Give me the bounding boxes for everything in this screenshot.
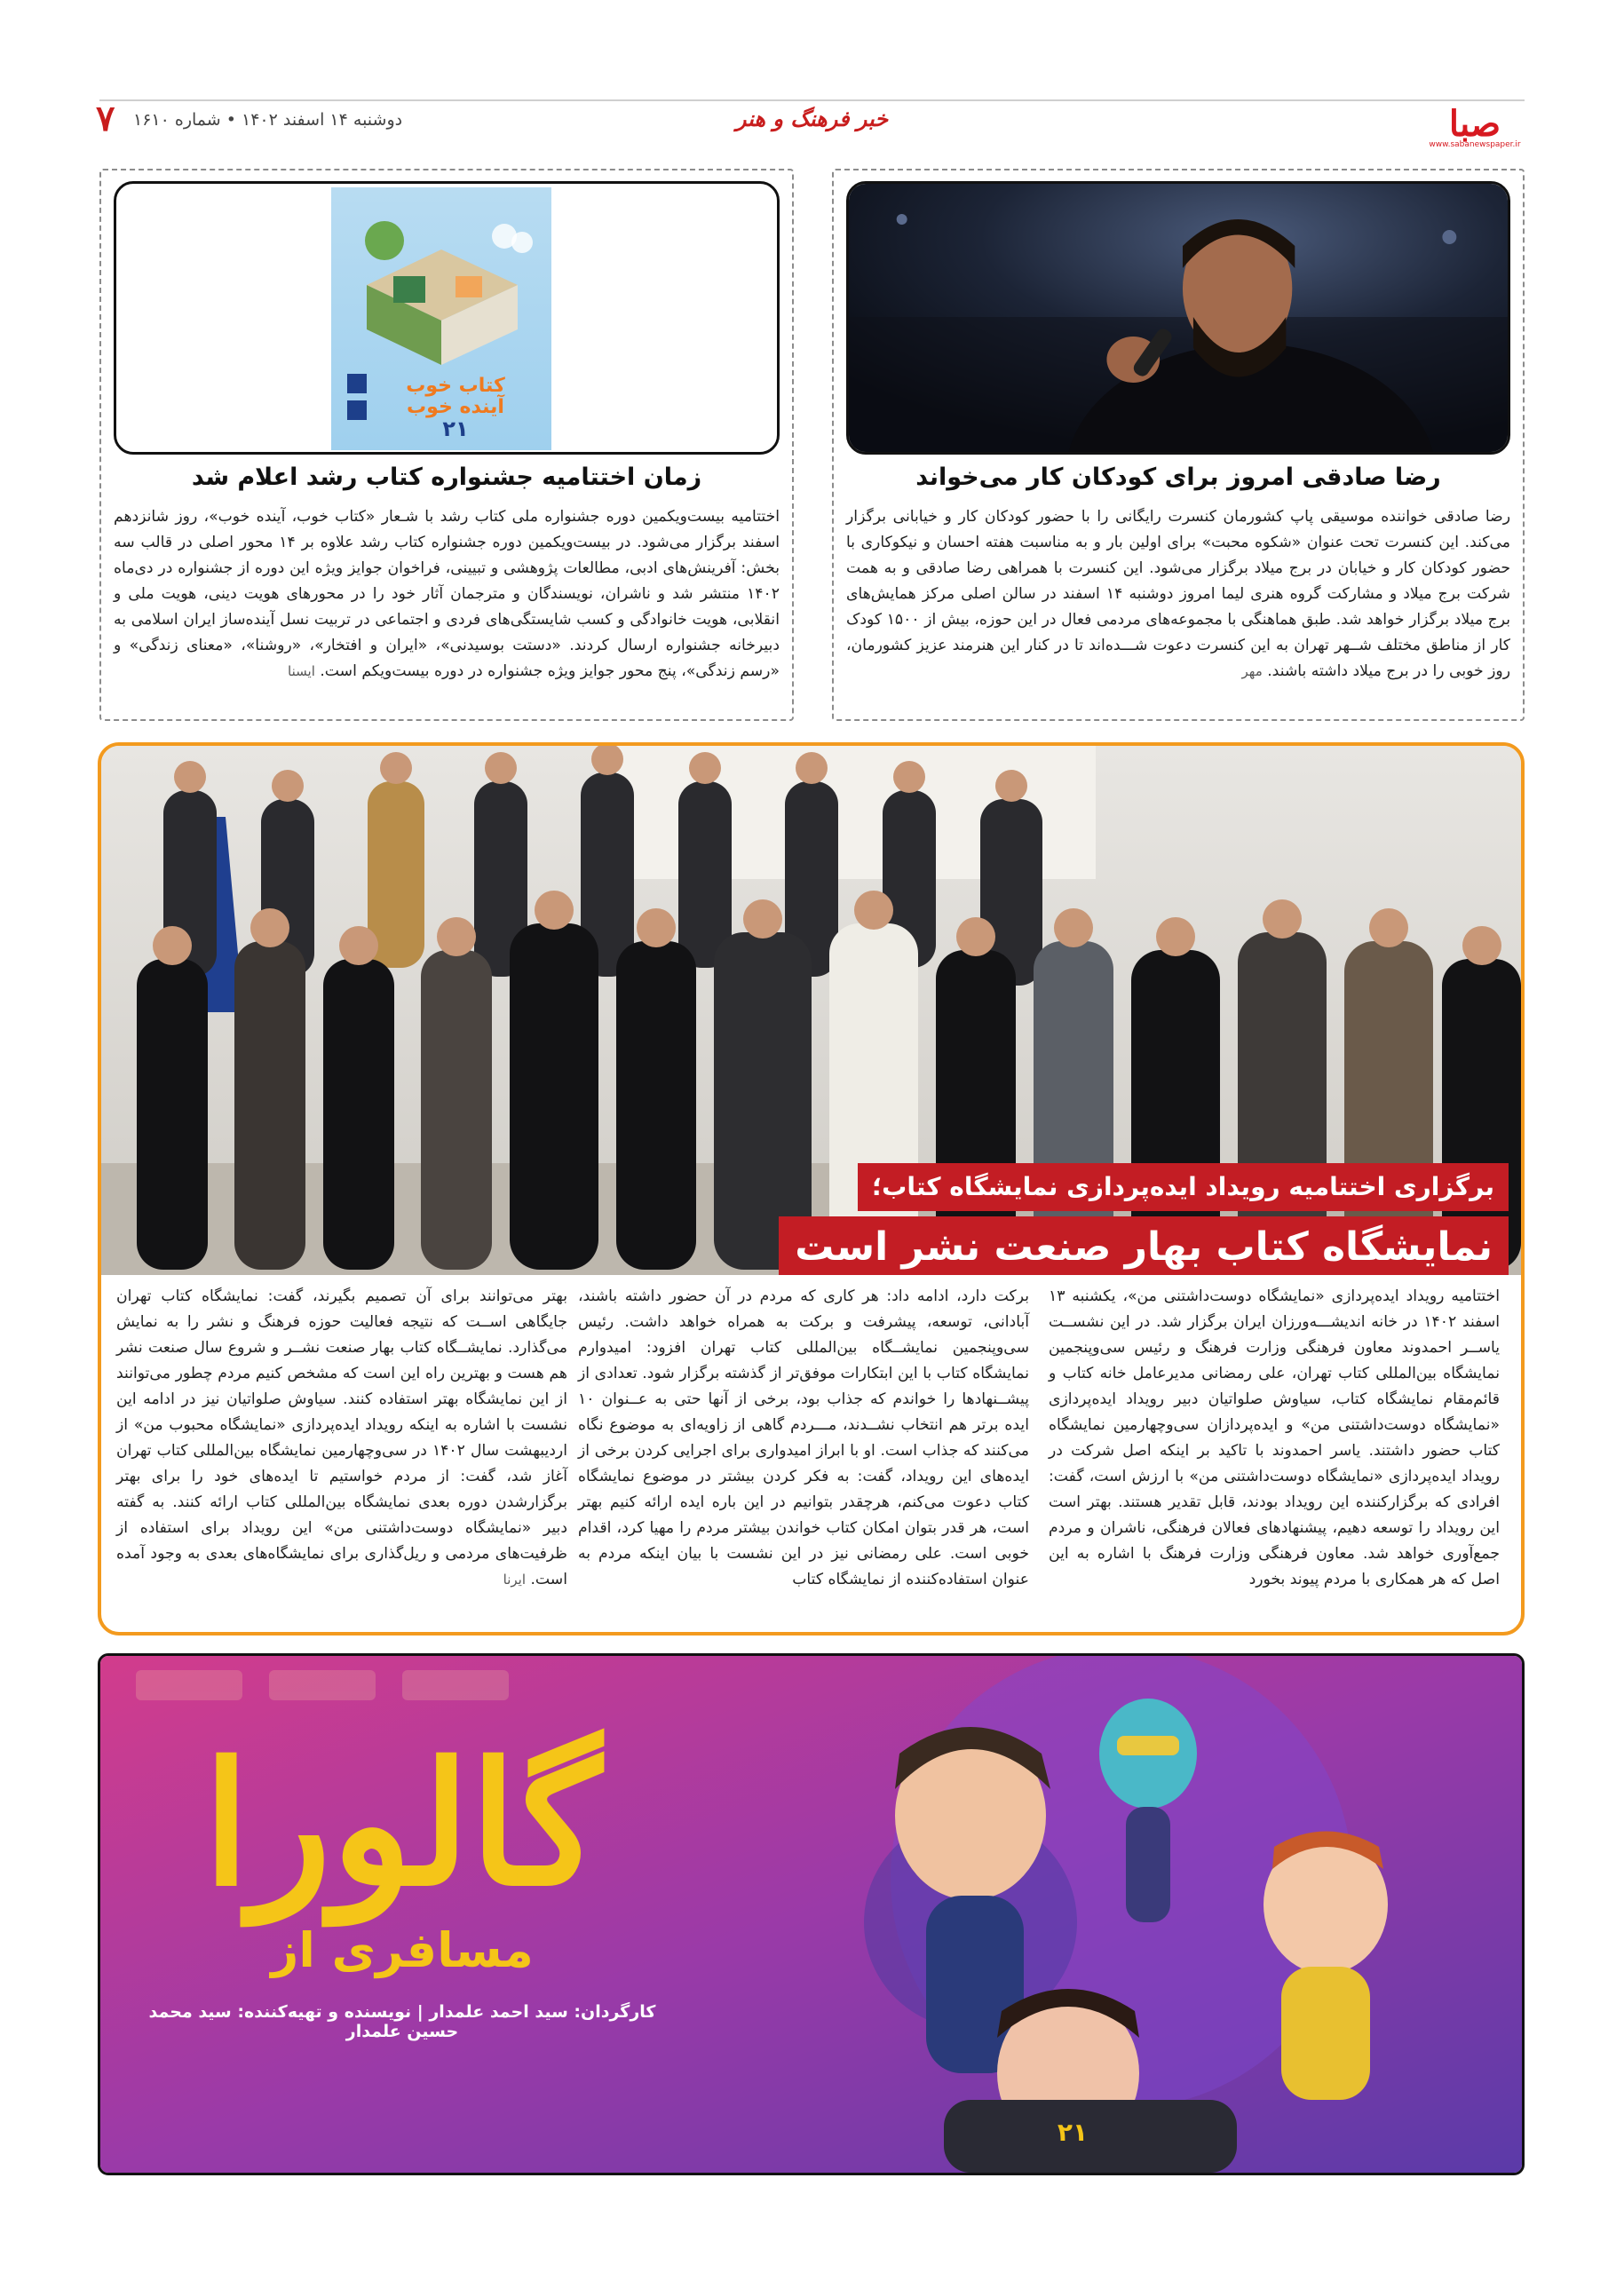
festival-poster-frame — [114, 181, 780, 455]
concert-photo — [846, 181, 1510, 455]
singer-image — [849, 184, 1508, 452]
feature-headline-block — [779, 1163, 1509, 1275]
group-photo — [101, 746, 1521, 1275]
news-agency: ایرنا — [503, 1572, 526, 1588]
bike-number: ۲۱ — [1057, 2118, 1089, 2147]
logo-text: صبا — [1448, 103, 1501, 145]
film-credits: کارگردان: سید احمد علمدار | نویسنده و تهیه‌کننده: سید محمد حسین علمدار — [148, 2002, 656, 2041]
news-agency: مهر — [1241, 663, 1263, 679]
logo-url: www.sabanewspaper.ir — [1429, 140, 1521, 149]
article-text: اختتامیه بیست‌ویکمین دوره جشنواره ملی کتاب رشد با شـعار «کتاب خوب، آینده خوب»، روز شانزدهم اسفند برگزار می‌شود. در بیست‌ویکمین دوره جشنواره کتاب رشد علاوه بر ۱۴ محور اصلی در قالب سه بخش: آفرینش‌های ادبی، مطالعات پژوهشی و تبیینی، فراخوان جوایز ویژه این دوره از جشنواره در دی‌ماه ۱۴۰۲ منتشر شد و ناشران، نویسندگان و مترجمان آثار خود را در محورهای هویت دینی، هویت ملی و انقلابی، هویت خانوادگی و کسب شایستگی‌های فردی و اجتماعی در تربیت نسل آینده‌ساز ایران اسلامی به دبیرخانه جشنواره ارسال کردند. «دستت بوسیدنی»، «ایران و افتخار»، «روشنا»، «معنای زندگی» و «رسم زندگی»، پنج محور جوایز ویژه جشنواره در دوره بیست‌ویکم است. — [114, 508, 780, 680]
feature-headline: نمایشگاه کتاب بهار صنعت نشر است — [779, 1216, 1509, 1275]
article-title: زمان اختتامیه جشنواره کتاب رشد اعلام شد — [191, 463, 702, 491]
feature-kicker: برگزاری اختتامیه رویداد ایده‌پردازی نمایشگاه کتاب؛ — [858, 1163, 1509, 1211]
article-body — [114, 504, 780, 685]
film-subtitle: مسافری از — [271, 1922, 534, 1978]
poster-number: ۲۱ — [442, 416, 469, 441]
issue-info: دوشنبه ۱۴ اسفند ۱۴۰۲ • شماره ۱۶۱۰ — [133, 110, 403, 130]
section-title: خبر فرهنگ و هنر — [735, 107, 889, 131]
film-title: گالورا — [202, 1725, 602, 1923]
feature-column-2: برکت دارد، ادامه داد: هر کاری که مردم در آن حضور داشته باشند، آبادانی، توسعه، پیشرفت و برکت به همراه خواهد داشت. رئیس سی‌وپنجمین نمایشــگاه بین‌المللی کتاب تهران افزود: امیدوارم نمایشگاه کتاب با این ابتکارات موفق‌تر از گذشته برگزار شود. تعدادی از پیشــنهادها را خواندم که جذاب بود، برخی از آنها حتی به عــنوان ۱۰ ایده برتر هم انتخاب نشــدند، مـــردم گاهی از زاویه‌ای به موضوع نگاه می‌کنند که جذاب است. او با ابراز امیدواری برای اجرایی کردن برخی از ایده‌های این رویداد، گفت: به فکر کردن بیشتر در موضوع نمایشگاه کتاب دعوت می‌کنم، هرچقدر بتوانیم در این باره ایده ارائه کنیم بهتر است، هر قدر بتوان امکان کتاب خواندن بیشتر مردم را مهیا کرد، اقدام خوبی است. علی رمضانی نیز در این نشست با بیان اینکه مردم به عنوان استفاده‌کننده از نمایشگاه کتاب — [578, 1287, 1029, 1588]
poster-line2: آینده خوب — [407, 396, 504, 418]
feature-article-book-fair — [98, 742, 1525, 1635]
article-body — [846, 504, 1510, 685]
article-title: رضا صادقی امروز برای کودکان کار می‌خواند — [915, 463, 1441, 491]
film-advertisement[interactable] — [98, 1653, 1525, 2175]
feature-column-1: اختتامیه رویداد ایده‌پردازی «نمایشگاه دوست‌داشتنی من»، یکشنبه ۱۳ اسفند ۱۴۰۲ در خانه اندیشـــه‌ورزان ایران برگزار شد. در این نشســت یاســر احمدوند معاون فرهنگی وزارت فرهنگ و رئیس سی‌وپنجمین نمایشگاه بین‌المللی کتاب تهران، علی رمضانی مدیرعامل خانه کتاب و قائم‌مقام نمایشگاه کتاب، سیاوش صلواتیان دبیر رویداد ایده‌پردازی «نمایشگاه دوست‌داشتنی من» و ایده‌پردازان سی‌وچهارمین نمایشگاه کتاب حضور داشتند. یاسر احمدوند با تاکید بر اینکه اصل شرکت در رویداد ایده‌پردازی «نمایشگاه دوست‌داشتنی من» با ارزش است، گفت: افرادی که برگزارکننده این رویداد بودند، قابل تقدیر هستند. بهتر است این رویداد را توسعه دهیم، پیشنهادهای فعالان فرهنگی، ناشران و مردم جمع‌آوری خواهد شد. معاون فرهنگی وزارت فرهنگ با اشاره به این اصل که هر همکاری با مردم پیوند بخورد — [1049, 1287, 1500, 1588]
article-text: رضا صادقی خواننده موسیقی پاپ کشورمان کنسرت رایگانی را با حضور کودکان کار و خیابانی برگزار می‌کند. این کنسرت تحت عنوان «شکوه محبت» برای اولین بار و به مناسبت هفته احسان و نیکوکاری با حضور کودکان کار و خیابان در برج میلاد برگزار می‌شود. این کنسرت با همراهی رضا صادقی و به همت شرکت برج میلاد و مشارکت گروه هنری لیما امروز دوشنبه ۱۴ اسفند در سالن اصلی مرکز همایش‌های برج میلاد برگزار خواهد شد. طبق هماهنگی با مجموعه‌های مردمی فعال در این حوزه، بیش از ۱۵۰۰ کودک کار از مناطق مختلف شــهر تهران به این کنسرت دعوت شـــده‌اند تا در کنار این هنرمند عزیز کشورمان، روز خوبی را در برج میلاد داشته باشند. — [846, 508, 1510, 680]
festival-poster — [331, 187, 551, 450]
article-reza-sadeghi — [832, 169, 1525, 721]
feature-column-3 — [116, 1284, 567, 1593]
news-agency: ایسنا — [288, 663, 315, 679]
page-number: ۷ — [96, 98, 115, 139]
poster-line1: کتاب خوب — [406, 375, 505, 397]
feature-column-3-text: بهتر می‌توانند برای آن تصمیم بگیرند، گفت: نمایشگاه کتاب تهران جایگاهی اســت که نتیجه فعالیت حوزه فرهنگ و نشر را به نمایش می‌گذارد. نمایشــگاه کتاب بهار صنعت نشــر و شروع سال صنعت نشر هم هست و بهترین راه این است که مشخص کنیم مردم چطور می‌توانند از این نمایشگاه بهتر استفاده کنند. سیاوش صلواتیان نیز در ادامه این نشست با اشاره به اینکه رویداد ایده‌پردازی «نمایشگاه محبوب من» از اردیبهشت سال ۱۴۰۲ در سی‌وچهارمین نمایشگاه بین‌المللی کتاب تهران آغاز شد، گفت: از مردم خواستیم تا ایده‌های خود را برای بهتر برگزارشدن دوره بعدی نمایشگاه بین‌المللی کتاب ارائه کنند. به گفته دبیر «نمایشگاه دوست‌داشتنی من» این رویداد برای استفاده از ظرفیت‌های مردمی و ریل‌گذاری برای نمایشگاه‌های بعدی به وجود آمده است. — [116, 1287, 567, 1588]
header-rule — [99, 99, 1525, 101]
article-roshd-festival — [99, 169, 794, 721]
